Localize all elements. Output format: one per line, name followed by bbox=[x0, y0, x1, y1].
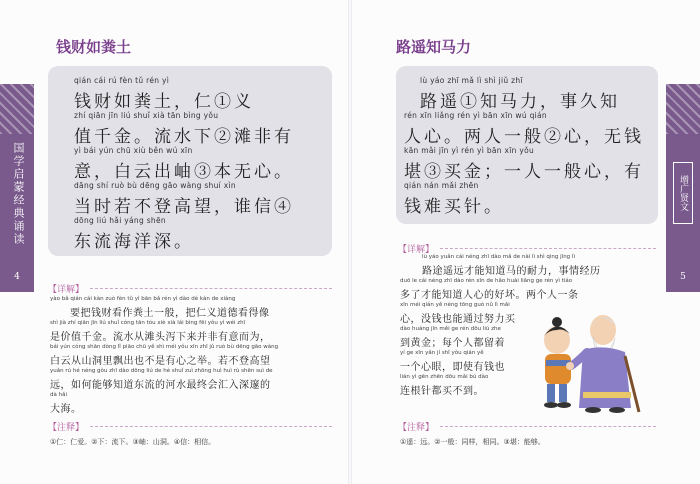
explain-line: shì jià zhí qiān jīn liú shuǐ cóng tān tóu xiè xià lái bìng fēi yǒu yì wéi zhī 是价值千金。流水从滩头泻下来并非有意而为， bbox=[50, 320, 271, 343]
explain-line: bái yún cóng shān dòng lǐ piāo chū yě shì méi yǒu xīn zhī jǔ ruò bù dēng gāo wàng 白云从山洞里飘出也不是有心之举。若不登高望 bbox=[50, 344, 279, 367]
explain-line: lù yáo yuǎn cái néng zhī dào mǎ de nài lì shì qing jīng lì 路途遥远才能知道马的耐力，事情经历 bbox=[422, 254, 601, 277]
explain-line: yí ge xīn yǎn jí shǐ yǒu qián yě 一个心眼，即使有钱也 bbox=[400, 350, 505, 373]
poem-line: kān mǎi jīn yì rén yì bān xīn yǒu 堪③买金；一人一般心，有 bbox=[404, 146, 644, 182]
explain-line: dà hǎi 大海。 bbox=[50, 392, 82, 415]
book-gutter bbox=[348, 0, 352, 484]
explain-line: yào bǎ qián cái kàn zuò fèn tǔ yì bān bǎ rén yì dào dé kàn de xiàng 要把钱财看作粪土一般，把仁义道德看得像 bbox=[50, 296, 270, 319]
left-page-title: 钱财如粪土 bbox=[56, 38, 132, 56]
poem-line: dāng shí ruò bù dēng gāo wàng shuí xìn 当时若不登高望，谁信④ bbox=[74, 181, 294, 217]
poem-line: qián cái rú fèn tǔ rén yì 钱财如粪土，仁①义 bbox=[74, 76, 254, 112]
right-page-title: 路遥知马力 bbox=[396, 38, 472, 56]
poem-line: rén xīn liǎng rén yì bān xīn wú qián 人心。两人一般②心，无钱 bbox=[404, 111, 644, 147]
poem-line: zhí qiān jīn liú shuǐ xià tān bìng yǒu 值千金。流水下②滩非有 bbox=[74, 111, 294, 147]
poem-line: lù yáo zhī mǎ lì shì jiǔ zhī 路遥①知马力，事久知 bbox=[420, 76, 620, 112]
left-side-label: 国学启蒙经典诵读 bbox=[12, 142, 25, 246]
poem-line: yì bái yún chū xiù běn wú xīn 意，白云出岫③本无心。 bbox=[74, 146, 294, 182]
left-notes-heading: 【注释】 bbox=[48, 423, 85, 433]
tab-pattern bbox=[0, 84, 34, 134]
left-explain-heading: 【详解】 bbox=[48, 285, 85, 295]
right-side-label: 增广贤文 bbox=[673, 162, 693, 224]
elder-and-child-illustration bbox=[527, 300, 647, 418]
right-notes: ①遥：远。②一般：同样，相同。③堪：能够。 bbox=[400, 438, 545, 446]
explain-line: duō le cái néng zhī dào rén xīn de hǎo huài liǎng ge rén yì tiáo 多了才能知道人心的好坏。两个人一条 bbox=[400, 278, 579, 301]
right-page-number: 5 bbox=[680, 272, 686, 282]
right-notes-heading: 【注释】 bbox=[398, 423, 435, 433]
explain-line: yuǎn rú hé néng gòu zhī dào dōng liú de hé shuǐ zuì zhōng huì huì rù shēn suì de 远，如何能够知道东流的河水最终会汇入深邃的 bbox=[50, 368, 273, 391]
explain-line: dào huáng jīn měi ge rén dōu liú zhe 到黄金；每个人都留着 bbox=[400, 326, 505, 349]
explain-line: xīn méi qián yě néng tōng guò nǔ lì mǎi 心，没钱也能通过努力买 bbox=[400, 302, 516, 325]
tab-pattern bbox=[666, 84, 700, 134]
divider bbox=[90, 288, 332, 289]
left-side-tab bbox=[0, 84, 34, 292]
divider bbox=[90, 426, 332, 427]
poem-line: qián nán mǎi zhēn 钱难买针。 bbox=[404, 181, 504, 217]
right-explain-heading: 【详解】 bbox=[398, 245, 435, 255]
left-notes: ①仁：仁爱。②下：流下。③岫：山洞。④信：相信。 bbox=[50, 438, 216, 446]
divider bbox=[440, 248, 656, 249]
explain-line: lián yì gēn zhēn dōu mǎi bú dào 连根针都买不到。 bbox=[400, 374, 489, 397]
left-page-number: 4 bbox=[14, 272, 20, 282]
divider bbox=[440, 426, 656, 427]
right-side-tab bbox=[666, 84, 700, 292]
poem-line: dōng liú hǎi yáng shēn 东流海洋深。 bbox=[74, 216, 194, 252]
